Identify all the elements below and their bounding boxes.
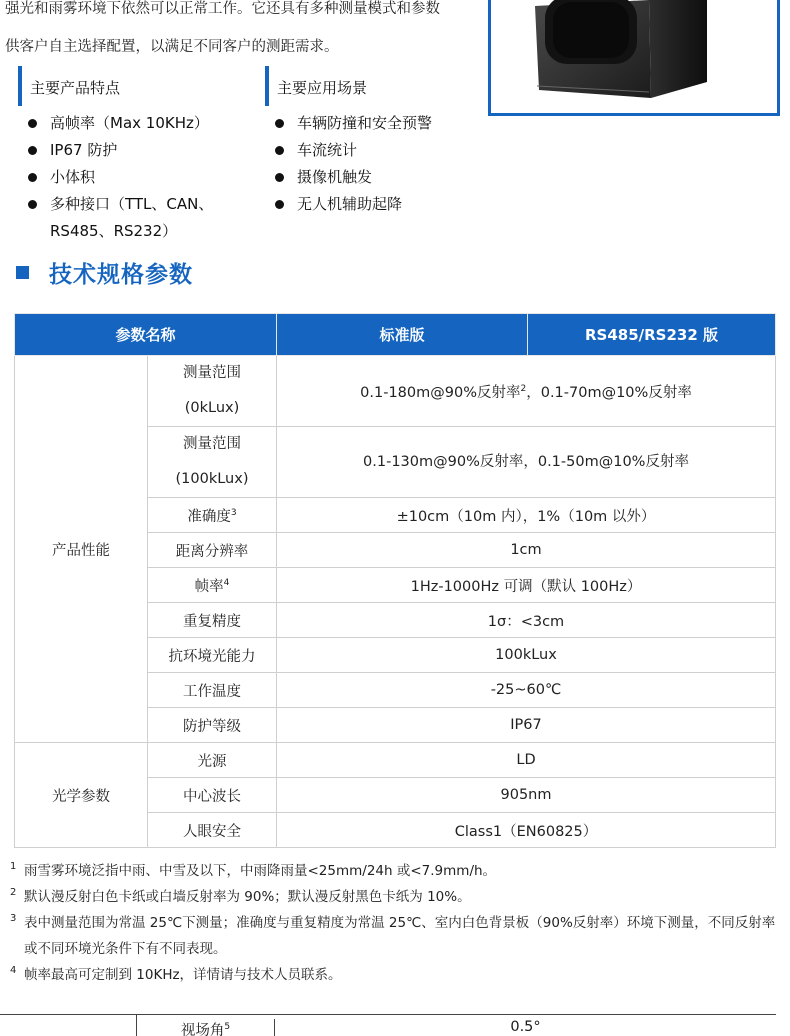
bullet-icon <box>275 173 284 182</box>
param-label: 工作温度 <box>148 673 277 708</box>
intro-paragraph <box>5 0 485 66</box>
param-label: 光源 <box>148 743 277 778</box>
header-standard: 标准版 <box>277 314 528 356</box>
header-rs: RS485/RS232 版 <box>528 314 776 356</box>
param-value: ±10cm（10m 内），1%（10m 以外） <box>277 498 776 533</box>
param-value: IP67 <box>277 708 776 743</box>
group-performance: 产品性能 <box>15 356 148 743</box>
param-label: 抗环境光能力 <box>148 638 277 673</box>
param-label: 测量范围 (100kLux) <box>148 427 277 498</box>
footnotes <box>10 858 785 988</box>
applications-panel <box>265 66 495 218</box>
footnote: 1 雨雪雾环境泛指中雨、中雪及以下，中雨降雨量<25mm/24h 或<7.9mm/h。 <box>10 861 497 879</box>
param-label: 人眼安全 <box>148 813 277 848</box>
param-value: 1σ：<3cm <box>277 603 776 638</box>
list-item: 车辆防撞和安全预警 <box>265 110 495 137</box>
table-row <box>15 743 776 778</box>
features-panel <box>18 66 248 245</box>
intro-line-2: 供客户自主选择配置，以满足不同客户的测距需求。 <box>5 39 339 55</box>
bullet-icon <box>275 146 284 155</box>
param-value: 905nm <box>277 778 776 813</box>
group-optical: 光学参数 <box>15 743 148 848</box>
bullet-icon <box>28 200 37 209</box>
footnote: 2 默认漫反射白色卡纸或白墙反射率为 90%；默认漫反射黑色卡纸为 10%。 <box>10 887 471 905</box>
footnote: 4 帧率最高可定制到 10KHz，详情请与技术人员联系。 <box>10 965 342 983</box>
param-value: 0.5° <box>510 1019 541 1035</box>
table-row <box>15 356 776 427</box>
empty-cell <box>0 1015 137 1036</box>
list-item: 高帧率（Max 10KHz） <box>18 110 248 137</box>
list-item: IP67 防护 <box>18 137 248 164</box>
section-title <box>16 256 193 288</box>
param-value: -25~60℃ <box>277 673 776 708</box>
section-title-text: 技术规格参数 <box>49 261 193 288</box>
param-label: 帧率$^4$ <box>148 568 277 603</box>
features-list <box>18 110 248 245</box>
param-value: 0.1-180m@90%反射率$^2$，0.1-70m@10%反射率 <box>277 356 776 427</box>
bullet-icon <box>28 173 37 182</box>
lidar-sensor-image <box>531 0 709 104</box>
list-item: 无人机辅助起降 <box>265 191 495 218</box>
bullet-icon <box>275 200 284 209</box>
bullet-icon <box>28 146 37 155</box>
applications-list <box>265 110 495 218</box>
param-value: 1Hz-1000Hz 可调（默认 100Hz） <box>277 568 776 603</box>
header-param: 参数名称 <box>15 314 277 356</box>
list-item: 小体积 <box>18 164 248 191</box>
spec-table <box>14 313 776 848</box>
param-label: 重复精度 <box>148 603 277 638</box>
param-label: 测量范围 (0kLux) <box>148 356 277 427</box>
param-label: 中心波长 <box>148 778 277 813</box>
param-value: Class1（EN60825） <box>277 813 776 848</box>
param-value: 0.1-130m@90%反射率，0.1-50m@10%反射率 <box>277 427 776 498</box>
list-item: 多种接口（TTL、CAN、RS485、RS232） <box>18 191 218 245</box>
table-header-row <box>15 314 776 356</box>
product-image-frame <box>488 0 780 116</box>
list-item: 车流统计 <box>265 137 495 164</box>
bullet-icon <box>28 119 37 128</box>
applications-heading: 主要应用场景 <box>265 66 495 106</box>
param-label: 防护等级 <box>148 708 277 743</box>
param-value: LD <box>277 743 776 778</box>
footnote: 3 表中测量范围为常温 25℃下测量；准确度与重复精度为常温 25℃、室内白色背景板（90%反射率）环境下测量，不同反射率或不同环境光条件下有不同表现。 <box>10 913 776 957</box>
list-item: 摄像机触发 <box>265 164 495 191</box>
param-label: 距离分辨率 <box>148 533 277 568</box>
bullet-icon <box>275 119 284 128</box>
param-value: 100kLux <box>277 638 776 673</box>
features-heading: 主要产品特点 <box>18 66 248 106</box>
next-table-row <box>0 1014 776 1036</box>
param-label: 准确度$^3$ <box>148 498 277 533</box>
param-label: 视场角$^5$ <box>137 1019 275 1036</box>
intro-line-1: 强光和雨雾环境下依然可以正常工作。它还具有多种测量模式和参数 <box>5 1 440 17</box>
param-value: 1cm <box>277 533 776 568</box>
square-icon <box>16 266 29 279</box>
